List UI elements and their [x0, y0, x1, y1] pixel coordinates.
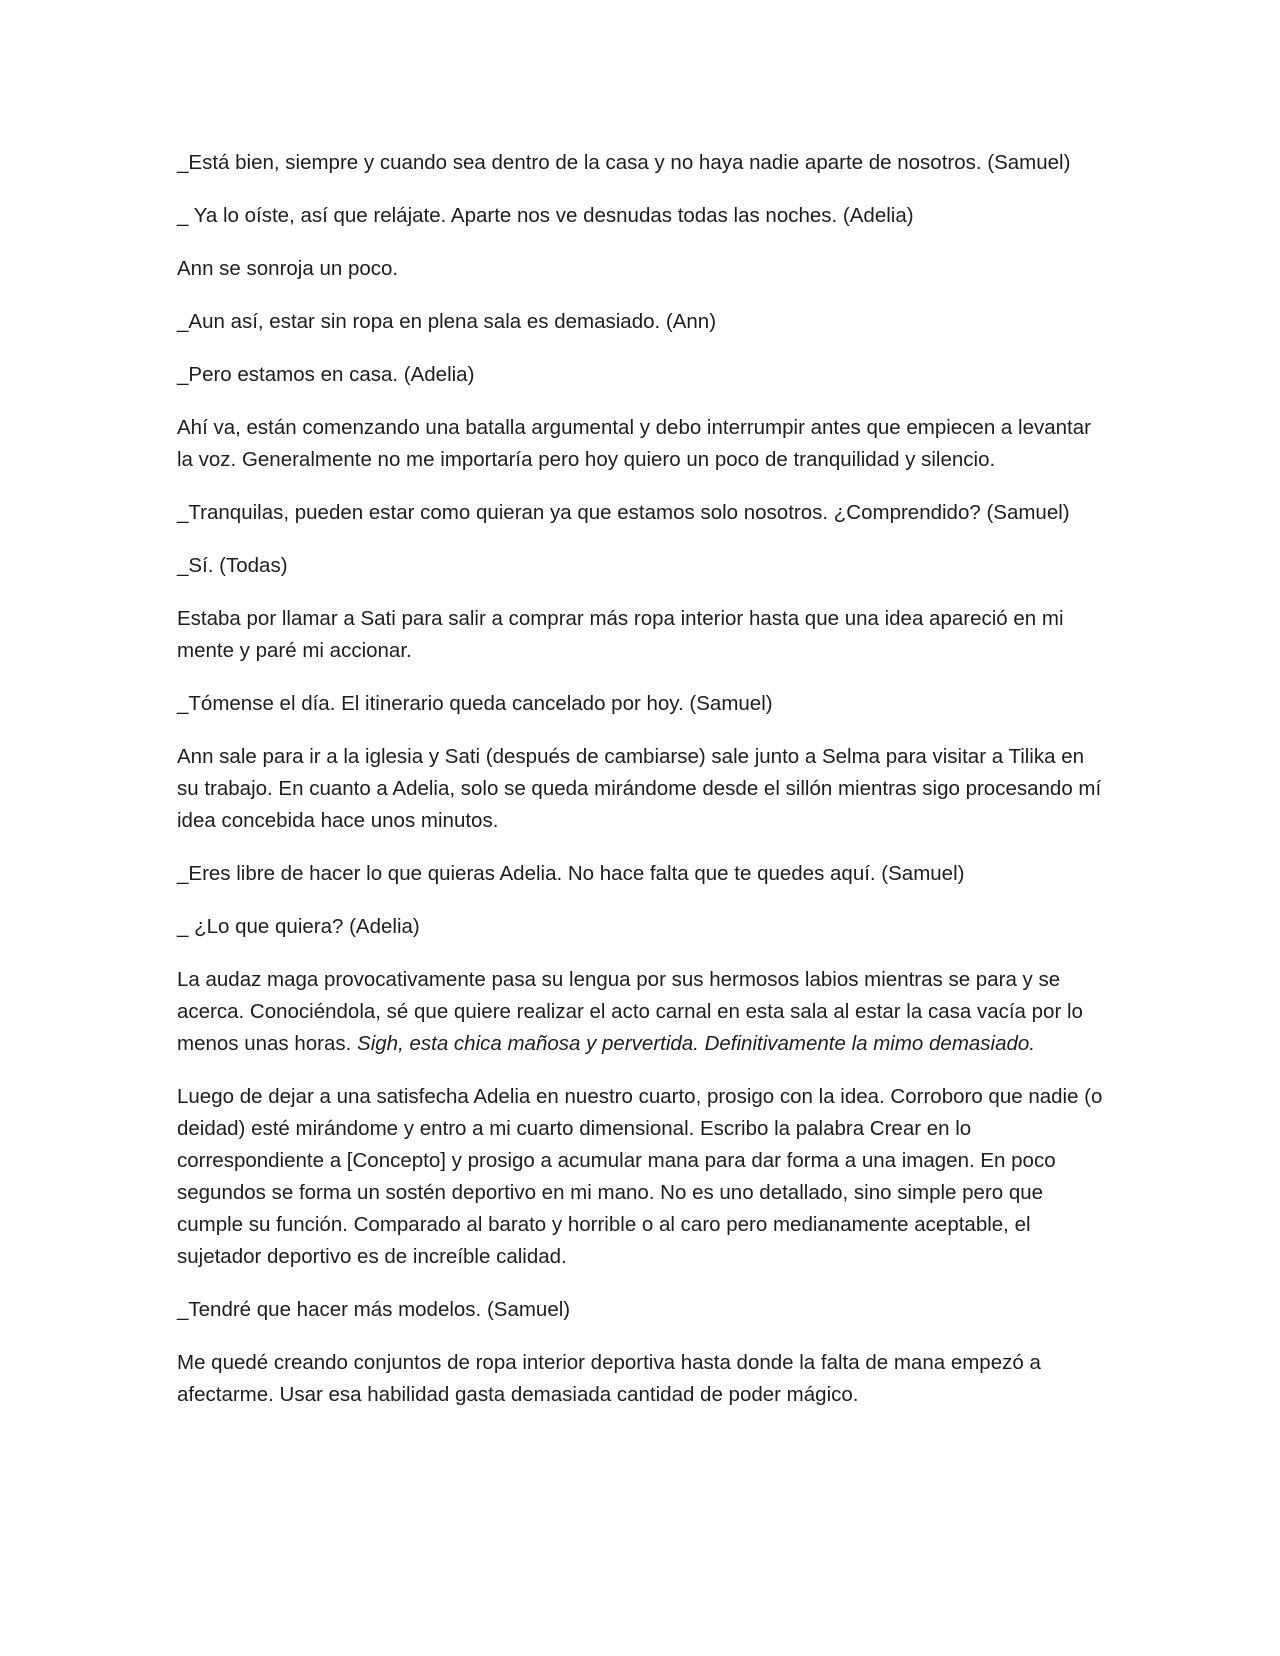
dialogue-line: _Eres libre de hacer lo que quieras Adelia. No hace falta que te quedes aquí. (Samuel) — [177, 862, 965, 885]
dialogue-line: _Está bien, siempre y cuando sea dentro de la casa y no haya nadie aparte de nosotros. (Samuel) — [177, 151, 1071, 174]
dialogue-line: _ Ya lo oíste, así que relájate. Aparte nos ve desnudas todas las noches. (Adelia) — [177, 204, 914, 227]
narration-paragraph: Ahí va, están comenzando una batalla argumental y debo interrumpir antes que empiecen a levantar la voz. Generalmente no me importaría pero hoy quiero un poco de tranquilidad y silencio. — [177, 416, 1091, 471]
italic-thought: Sigh, esta chica mañosa y pervertida. Definitivamente la mimo demasiado. — [357, 1032, 1036, 1055]
narration-text: La audaz maga provocativamente pasa su lengua por sus hermosos labios mientras se para y se acerca. Conociéndola, sé que quiere realizar el acto carnal en esta sala al estar la casa vacía por lo menos unas horas. — [177, 968, 1083, 1055]
dialogue-line: _Aun así, estar sin ropa en plena sala es demasiado. (Ann) — [177, 310, 717, 333]
document-body — [177, 147, 1107, 1432]
dialogue-line: _ ¿Lo que quiera? (Adelia) — [177, 915, 420, 938]
dialogue-line: _Tendré que hacer más modelos. (Samuel) — [177, 1298, 571, 1321]
dialogue-line: _Tómense el día. El itinerario queda cancelado por hoy. (Samuel) — [177, 692, 773, 715]
narration-paragraph: Estaba por llamar a Sati para salir a comprar más ropa interior hasta que una idea apareció en mi mente y paré mi accionar. — [177, 607, 1064, 662]
narration-paragraph: Ann sale para ir a la iglesia y Sati (después de cambiarse) sale junto a Selma para visitar a Tilika en su trabajo. En cuanto a Adelia, solo se queda mirándome desde el sillón mientras sigo procesando mí idea concebida hace unos minutos. — [177, 745, 1102, 832]
narration-paragraph — [177, 964, 1107, 1060]
dialogue-line: _Sí. (Todas) — [177, 554, 288, 577]
dialogue-line: _Tranquilas, pueden estar como quieran ya que estamos solo nosotros. ¿Comprendido? (Samuel) — [177, 501, 1070, 524]
narration-paragraph: Ann se sonroja un poco. — [177, 257, 399, 280]
narration-paragraph: Luego de dejar a una satisfecha Adelia en nuestro cuarto, prosigo con la idea. Corroboro que nadie (o deidad) esté mirándome y entro a mi cuarto dimensional. Escribo la palabra Crear en lo correspondiente a [Concepto] y prosigo a acumular mana para dar forma a una imagen. En poco segundos se forma un sostén deportivo en mi mano. No es uno detallado, sino simple pero que cumple su función. Comparado al barato y horrible o al caro pero medianamente aceptable, el sujetador deportivo es de increíble calidad. — [177, 1085, 1103, 1268]
dialogue-line: _Pero estamos en casa. (Adelia) — [177, 363, 475, 386]
narration-paragraph: Me quedé creando conjuntos de ropa interior deportiva hasta donde la falta de mana empezó a afectarme. Usar esa habilidad gasta demasiada cantidad de poder mágico. — [177, 1351, 1041, 1406]
